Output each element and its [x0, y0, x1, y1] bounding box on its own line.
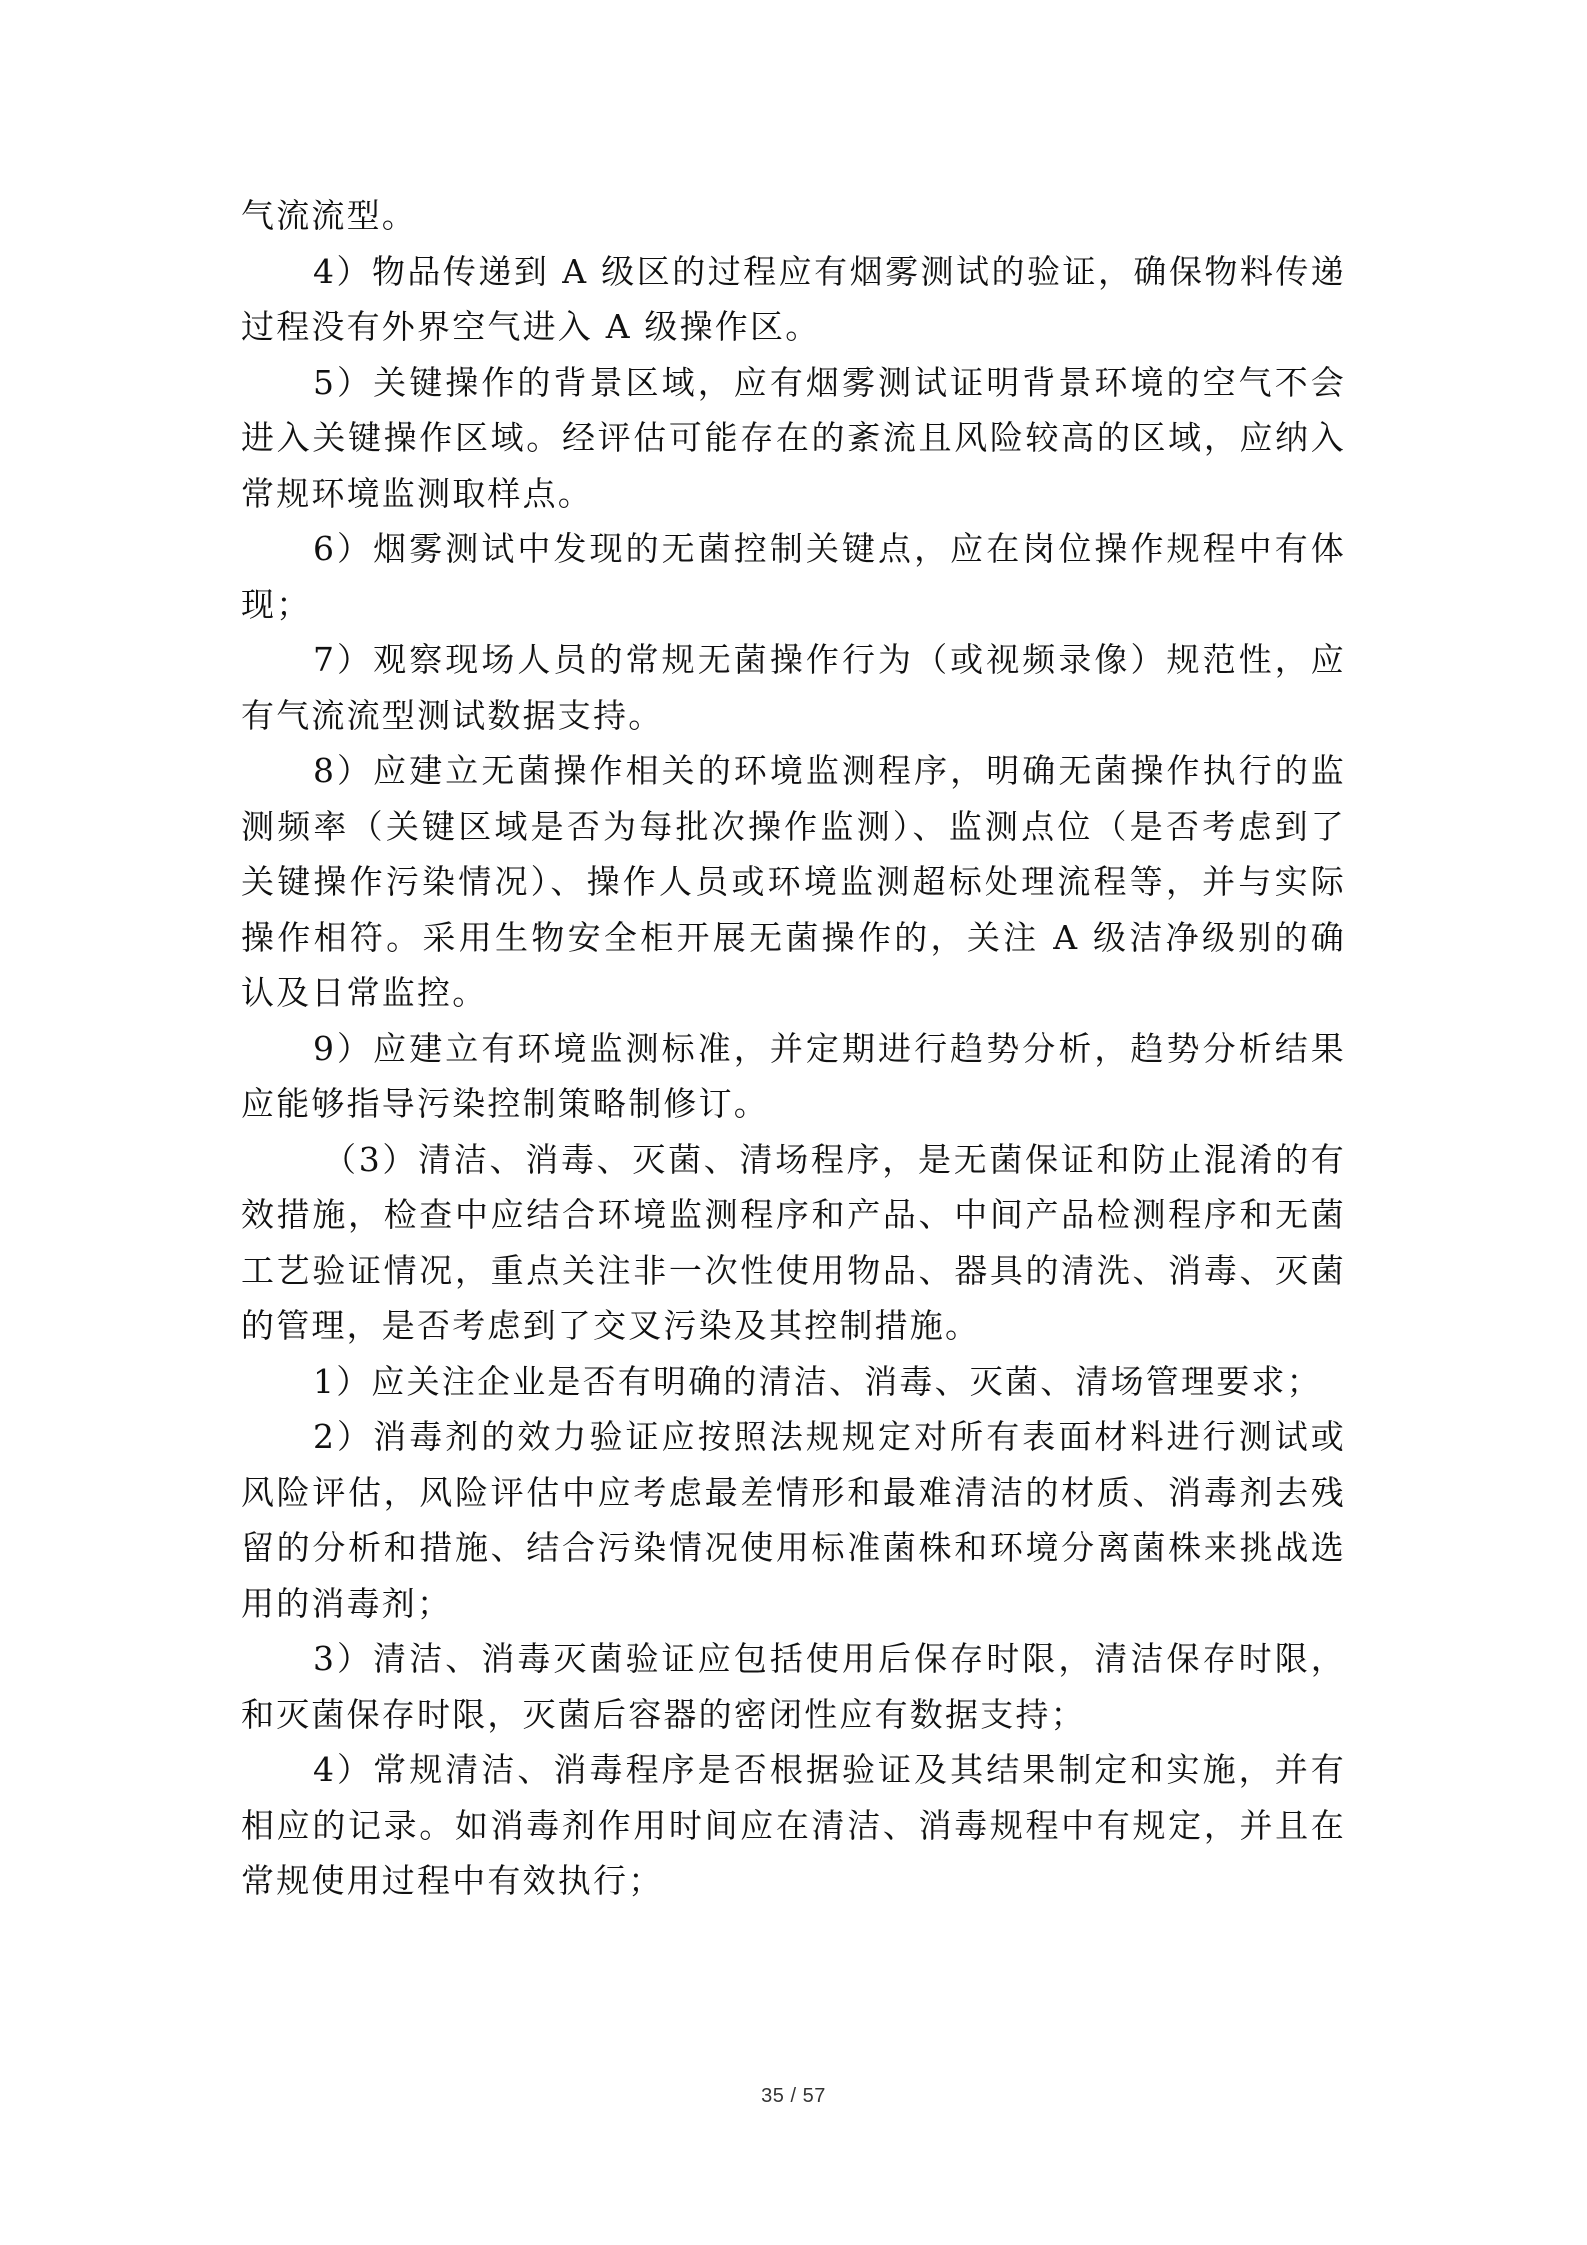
paragraph-item-2-disinfectant-validation: 2）消毒剂的效力验证应按照法规规定对所有表面材料进行测试或风险评估，风险评估中应考虑最差情形和最难清洁的材质、消毒剂去残留的分析和措施、结合污染情况使用标准菌株和环境分离菌株来挑战选用的消毒剂； [241, 1417, 1346, 1623]
document-body [241, 188, 1346, 1909]
paragraph-section-3-cleaning-disinfection: （3）清洁、消毒、灭菌、清场程序，是无菌保证和防止混淆的有效措施，检查中应结合环境监测程序和产品、中间产品检测程序和无菌工艺验证情况，重点关注非一次性使用物品、器具的清洗、消毒、灭菌的管理，是否考虑到了交叉污染及其控制措施。 [241, 1139, 1346, 1345]
paragraph-item-4-transfer-smoke-test: 4）物品传递到 A 级区的过程应有烟雾测试的验证，确保物料传递过程没有外界空气进入 A 级操作区。 [241, 251, 1346, 346]
paragraph-item-4-routine-cleaning: 4）常规清洁、消毒程序是否根据验证及其结果制定和实施，并有相应的记录。如消毒剂作用时间应在清洁、消毒规程中有规定，并且在常规使用过程中有效执行； [241, 1750, 1346, 1900]
paragraph-item-5-background-area: 5）关键操作的背景区域，应有烟雾测试证明背景环境的空气不会进入关键操作区域。经评估可能存在的紊流且风险较高的区域，应纳入常规环境监测取样点。 [241, 362, 1346, 513]
paragraph-item-6-sterile-control-points: 6）烟雾测试中发现的无菌控制关键点，应在岗位操作规程中有体现； [241, 529, 1346, 624]
paragraph-item-1-management-requirements: 1）应关注企业是否有明确的清洁、消毒、灭菌、清场管理要求； [313, 1361, 1322, 1401]
paragraph-item-7-operator-behavior: 7）观察现场人员的常规无菌操作行为（或视频录像）规范性，应有气流流型测试数据支持。 [241, 640, 1346, 735]
paragraph-item-3-hold-time-validation: 3）清洁、消毒灭菌验证应包括使用后保存时限，清洁保存时限，和灭菌保存时限，灭菌后容器的密闭性应有数据支持； [241, 1639, 1346, 1734]
page-number: 35 / 57 [761, 2085, 826, 2107]
paragraph-item-8-environment-monitoring-program: 8）应建立无菌操作相关的环境监测程序，明确无菌操作执行的监测频率（关键区域是否为每批次操作监测）、监测点位（是否考虑到了关键操作污染情况）、操作人员或环境监测超标处理流程等，并与实际操作相符。采用生物安全柜开展无菌操作的，关注 A 级洁净级别的确认及日常监控。 [241, 751, 1346, 1012]
paragraph-continuation: 气流流型。 [241, 196, 417, 235]
paragraph-item-9-trend-analysis: 9）应建立有环境监测标准，并定期进行趋势分析，趋势分析结果应能够指导污染控制策略制修订。 [241, 1028, 1346, 1123]
